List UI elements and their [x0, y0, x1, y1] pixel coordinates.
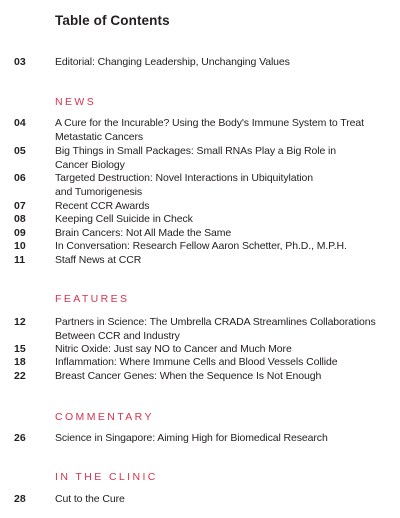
page-number: 05	[14, 145, 26, 157]
entry-title	[55, 356, 395, 370]
page-number: 09	[14, 227, 26, 239]
entry-title-line: Big Things in Small Packages: Small RNAs Play a Big Role in	[55, 145, 337, 157]
entry-title	[55, 145, 395, 172]
page-number: 11	[14, 254, 26, 266]
entry-title-line: Cancer Biology	[55, 158, 125, 171]
page-number: 04	[14, 117, 26, 129]
entry-title	[55, 117, 395, 144]
entry-title-line: Metastatic Cancers	[55, 130, 144, 143]
entry-title-line: Partners in Science: The Umbrella CRADA Streamlines Collaborations	[55, 316, 376, 328]
page-number: 18	[14, 356, 26, 368]
entry-title-line: In Conversation: Research Fellow Aaron Schetter, Ph.D., M.P.H.	[55, 240, 347, 252]
entry-title	[55, 343, 395, 357]
entry-title-line: A Cure for the Incurable? Using the Body's Immune System to Treat	[55, 117, 364, 129]
page-number: 10	[14, 240, 26, 252]
section-heading: COMMENTARY	[55, 411, 154, 423]
entry-title-line: Keeping Cell Suicide in Check	[55, 213, 193, 225]
page-number: 26	[14, 432, 26, 444]
section-heading: NEWS	[55, 96, 97, 108]
page-number: 03	[14, 56, 26, 68]
entry-title-line: Editorial: Changing Leadership, Unchanging Values	[55, 56, 290, 68]
page-number: 22	[14, 370, 26, 382]
entry-title-line: Science in Singapore: Aiming High for Biomedical Research	[55, 432, 328, 444]
page-number: 28	[14, 493, 26, 505]
entry-title-line: Inflammation: Where Immune Cells and Blood Vessels Collide	[55, 356, 338, 368]
entry-title	[55, 432, 395, 446]
entry-title	[55, 316, 395, 343]
entry-title	[55, 200, 395, 214]
section-heading: IN THE CLINIC	[55, 471, 158, 483]
entry-title	[55, 56, 395, 70]
entry-title-line: Staff News at CCR	[55, 254, 142, 266]
page-number: 07	[14, 200, 26, 212]
entry-title	[55, 172, 395, 199]
entry-title-line: Cut to the Cure	[55, 493, 125, 505]
entry-title	[55, 370, 395, 384]
entry-title	[55, 213, 395, 227]
entry-title-line: Targeted Destruction: Novel Interactions in Ubiquitylation	[55, 172, 314, 184]
page-number: 12	[14, 316, 26, 328]
entry-title-line: Nitric Oxide: Just say NO to Cancer and Much More	[55, 343, 292, 355]
entry-title-line: Brain Cancers: Not All Made the Same	[55, 227, 232, 239]
entry-title-line: Recent CCR Awards	[55, 200, 150, 212]
entry-title	[55, 227, 395, 241]
page-number: 08	[14, 213, 26, 225]
entry-title	[55, 240, 395, 254]
entry-title-line: Between CCR and Industry	[55, 329, 180, 342]
section-heading: FEATURES	[55, 293, 130, 305]
entry-title	[55, 493, 395, 507]
page-number: 06	[14, 172, 26, 184]
page-title: Table of Contents	[55, 13, 170, 28]
page-number: 15	[14, 343, 26, 355]
entry-title-line: Breast Cancer Genes: When the Sequence Is Not Enough	[55, 370, 322, 382]
entry-title	[55, 254, 395, 268]
entry-title-line: and Tumorigenesis	[55, 185, 143, 198]
